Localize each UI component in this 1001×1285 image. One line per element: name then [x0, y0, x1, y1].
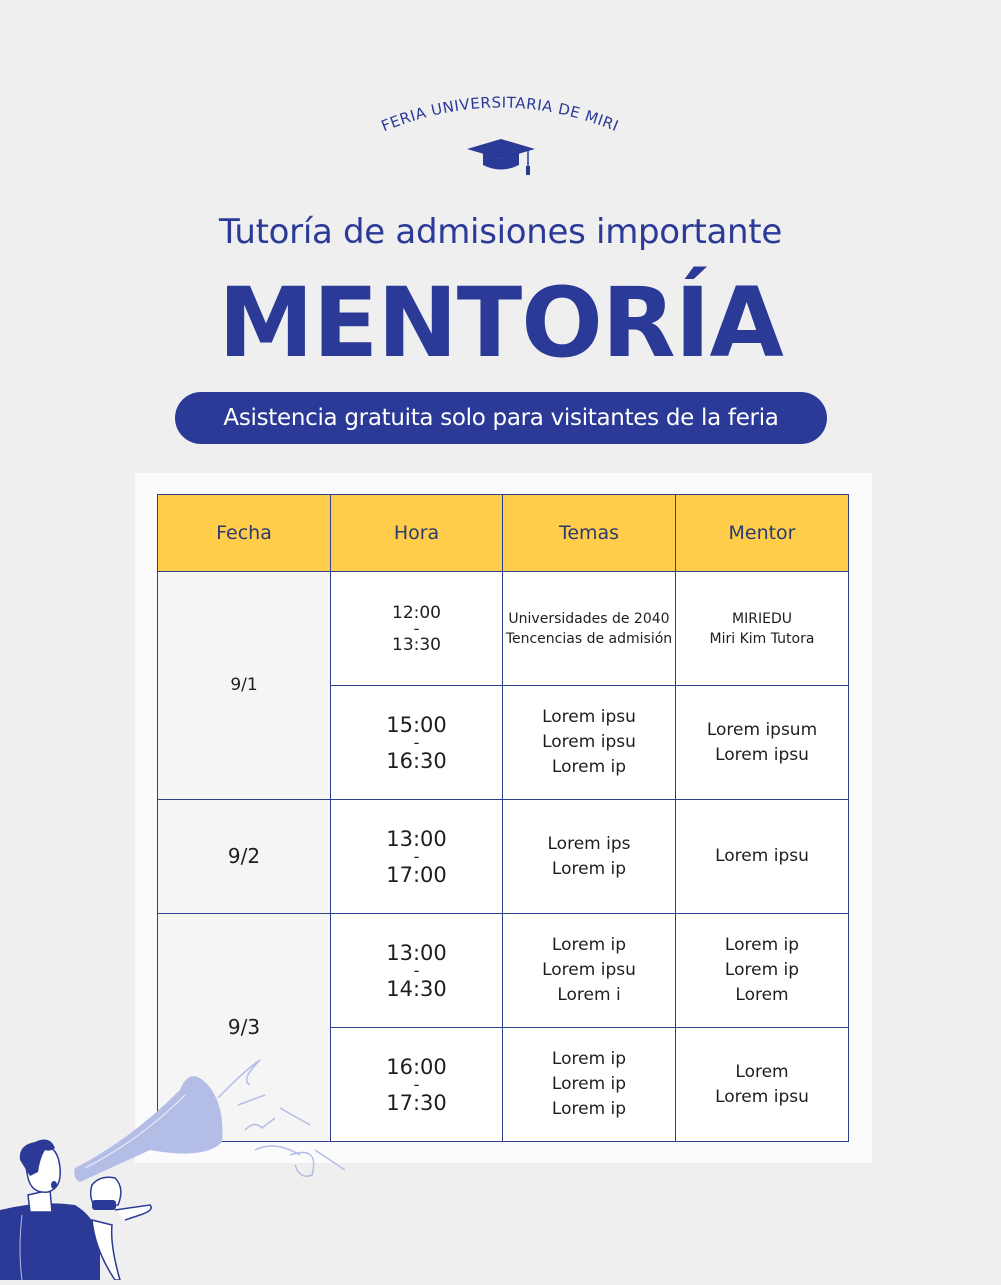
time-start: 15:00 [386, 712, 447, 737]
table-row [158, 572, 849, 686]
schedule-table [157, 494, 849, 1142]
mentor-line: MIRIEDU [732, 610, 792, 627]
time-cell [331, 800, 503, 914]
table-header-row [158, 495, 849, 572]
time-separator: - [413, 1074, 420, 1094]
topic-line: Lorem ipsu [542, 960, 636, 980]
topics-cell [503, 572, 676, 686]
banner-text: Asistencia gratuita solo para visitantes de la feria [223, 405, 779, 431]
topic-line: Lorem ip [551, 935, 627, 955]
date-cell: 9/2 [158, 800, 331, 914]
mentor-line: Lorem [735, 1061, 789, 1082]
topics-cell [503, 1028, 676, 1142]
time-end: 16:30 [386, 748, 447, 773]
header-temas: Temas [503, 495, 676, 572]
mentor-line: Lorem ipsu [715, 744, 809, 765]
table-row [158, 914, 849, 1028]
time-end: 14:30 [386, 976, 447, 1001]
table-row [158, 800, 849, 914]
time-separator: - [413, 732, 420, 752]
time-start: 16:00 [386, 1054, 447, 1079]
topic-line: Lorem ip [551, 858, 627, 879]
time-start: 12:00 [392, 602, 441, 623]
topic-line: Universidades de 2040 [508, 610, 670, 627]
topic-line: Lorem ip [551, 1049, 627, 1069]
topic-line: Lorem ip [551, 757, 627, 777]
date-cell: 9/1 [158, 572, 331, 800]
topic-line: Tencencias de admisión [505, 630, 673, 647]
time-start: 13:00 [386, 826, 447, 851]
mentor-cell [676, 800, 849, 914]
mentor-line: Lorem ipsu [715, 846, 809, 866]
event-name: FERIA UNIVERSITARIA DE MIRI [378, 93, 622, 136]
topic-line: Lorem ip [551, 1099, 627, 1119]
topics-cell [503, 686, 676, 800]
mentor-cell [676, 914, 849, 1028]
date-cell: 9/3 [158, 914, 331, 1142]
svg-text:FERIA UNIVERSITARIA DE MIRI [379, 93, 622, 135]
time-separator: - [413, 618, 420, 638]
page-title: MENTORÍA [218, 267, 783, 379]
topic-line: Lorem ipsu [542, 732, 636, 752]
time-cell [331, 686, 503, 800]
topics-cell [503, 914, 676, 1028]
time-separator: - [413, 846, 420, 866]
mentor-cell [676, 686, 849, 800]
mentor-line: Lorem [735, 985, 789, 1005]
mentor-cell [676, 572, 849, 686]
time-separator: - [413, 960, 420, 980]
mentor-cell [676, 1028, 849, 1142]
mentor-line: Lorem ip [724, 960, 800, 980]
header-mentor: Mentor [676, 495, 849, 572]
subtitle: Tutoría de admisiones importante [219, 212, 782, 252]
mentor-line: Miri Kim Tutora [709, 630, 815, 647]
mentor-line: Lorem ip [724, 935, 800, 955]
topic-line: Lorem i [557, 985, 621, 1005]
mentor-line: Lorem ipsu [715, 1086, 809, 1107]
header-hora: Hora [331, 495, 503, 572]
time-cell [331, 572, 503, 686]
time-end: 17:00 [386, 862, 447, 887]
time-cell [331, 1028, 503, 1142]
mentor-line: Lorem ipsum [706, 719, 818, 740]
time-start: 13:00 [386, 940, 447, 965]
time-cell [331, 914, 503, 1028]
topic-line: Lorem ip [551, 1074, 627, 1094]
header-fecha: Fecha [158, 495, 331, 572]
free-attendance-banner [175, 392, 827, 444]
graduation-cap-icon [466, 138, 536, 176]
topic-line: Lorem ipsu [542, 707, 636, 727]
topics-cell [503, 800, 676, 914]
time-end: 17:30 [386, 1090, 447, 1115]
watch-icon [92, 1200, 116, 1210]
time-end: 13:30 [392, 634, 441, 655]
topic-line: Lorem ips [547, 833, 631, 854]
